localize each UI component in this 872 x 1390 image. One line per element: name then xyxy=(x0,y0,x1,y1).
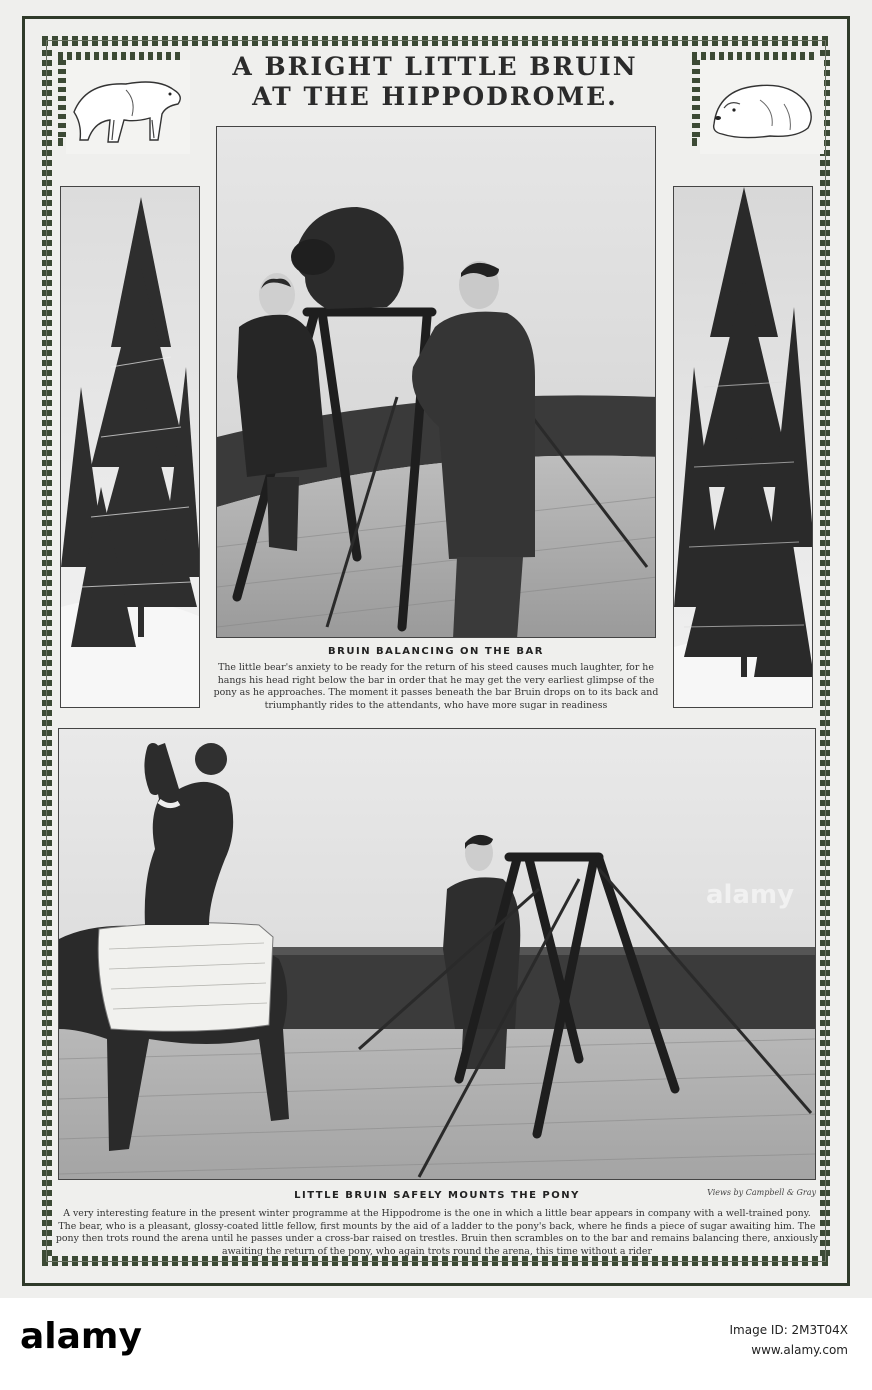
corner-ornament-right xyxy=(684,44,824,154)
caption-body-top: The little bear's anxiety to be ready for the return of his steed causes much laughter, for he hangs his head right below the bar in order that he may get the very earliest glimpse of the pony as he approaches. The moment it passes beneath the bar Bruin drops on to its back and triumphantly rides to the attendants, who have more sugar in readiness xyxy=(213,662,659,711)
page-title xyxy=(200,52,670,112)
stock-footer xyxy=(0,1298,872,1390)
caption-heading-top: BRUIN BALANCING ON THE BAR xyxy=(328,646,544,657)
photo-snowy-trees-right xyxy=(673,186,813,708)
title-line-1: A BRIGHT LITTLE BRUIN xyxy=(232,52,638,81)
caption-body-bottom: A very interesting feature in the present winter programme at the Hippodrome is the one in which a little bear appears in company with a well-trained pony. The bear, who is a pleasant, glossy-coated little fellow, first mounts by the aid of a ladder to the pony's back, where he finds a piece of sugar awaiting him. The pony then trots round the arena until he passes under a cross-bar raised on trestles. Bruin then scrambles on to the bar and remains balancing there, anxiously awaiting the return of the pony, who again trots round the arena, this time without a rider xyxy=(55,1208,819,1257)
photo-snowy-trees-left xyxy=(60,186,200,708)
photo-credit: Views by Campbell & Gray xyxy=(707,1188,816,1197)
footer-info xyxy=(730,1320,848,1360)
caption-heading-bottom: LITTLE BRUIN SAFELY MOUNTS THE PONY xyxy=(294,1190,580,1201)
watermark: alamy xyxy=(705,880,795,910)
site-link[interactable]: www.alamy.com xyxy=(751,1343,848,1357)
corner-ornament-left xyxy=(50,44,190,154)
image-id: Image ID: 2M3T04X xyxy=(729,1323,848,1337)
title-line-2: AT THE HIPPODROME. xyxy=(252,82,618,111)
polar-bear-walking-icon xyxy=(66,60,190,154)
footer-logo[interactable]: alamy xyxy=(20,1316,142,1357)
photo-bruin-balancing-on-bar xyxy=(216,126,656,638)
photo-bruin-mounts-pony xyxy=(58,728,816,1180)
polar-bear-lying-icon xyxy=(700,60,824,154)
